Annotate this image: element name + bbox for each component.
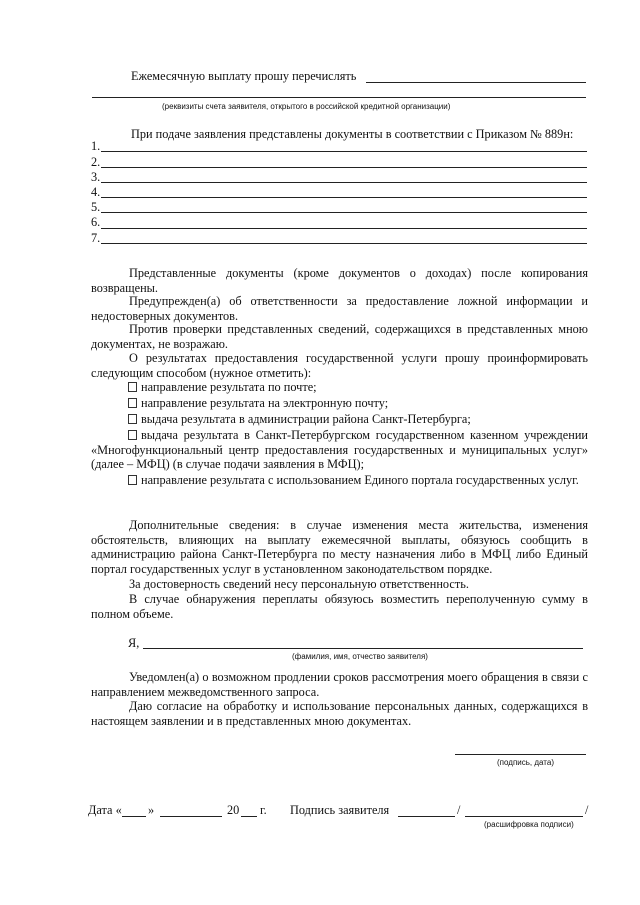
payment-label: Ежемесячную выплату прошу перечислять bbox=[131, 69, 357, 83]
statement-warned: Предупрежден(а) об ответственности за предоставление ложной информации и недостоверных документов. bbox=[91, 294, 588, 323]
checkbox[interactable] bbox=[128, 475, 137, 485]
option-email[interactable] bbox=[128, 396, 388, 411]
doc-field-1[interactable] bbox=[101, 151, 587, 152]
signature-decode-caption: (расшифровка подписи) bbox=[484, 820, 574, 829]
checkbox[interactable] bbox=[128, 414, 137, 424]
option-label: выдача результата в Санкт-Петербургском государственном казенном учреждении «Многофункциональный центр предоставления государственных и муниципальных услуг» (далее – МФЦ) (в случае подачи заявления в МФЦ); bbox=[91, 428, 588, 471]
signature-label: Подпись заявителя bbox=[290, 803, 390, 817]
date-month-field[interactable] bbox=[160, 816, 222, 817]
consent-extension: Уведомлен(а) о возможном продлении сроков рассмотрения моего обращения в связи с направлением межведомственного запроса. bbox=[91, 670, 588, 699]
signature-decode-field[interactable] bbox=[465, 816, 583, 817]
date-day-field[interactable] bbox=[122, 816, 146, 817]
applicant-name-field[interactable] bbox=[143, 648, 583, 649]
doc-field-5[interactable] bbox=[101, 212, 587, 213]
checkbox[interactable] bbox=[128, 398, 137, 408]
applicant-prefix: Я, bbox=[128, 636, 140, 650]
checkbox[interactable] bbox=[128, 382, 137, 392]
signature-date-caption: (подпись, дата) bbox=[497, 758, 554, 767]
option-gosuslugi[interactable] bbox=[91, 473, 588, 488]
date-close-quote: » bbox=[148, 803, 155, 817]
option-label: выдача результата в администрации района Санкт-Петербурга; bbox=[141, 412, 471, 426]
applicant-caption: (фамилия, имя, отчество заявителя) bbox=[292, 652, 428, 661]
doc-field-2[interactable] bbox=[101, 167, 587, 168]
option-mfc[interactable] bbox=[91, 428, 588, 472]
doc-field-3[interactable] bbox=[101, 182, 587, 183]
doc-number: 4. bbox=[91, 185, 101, 199]
doc-number: 5. bbox=[91, 200, 101, 214]
statement-returned: Представленные документы (кроме документов о доходах) после копирования возвращены. bbox=[91, 266, 588, 295]
doc-number: 3. bbox=[91, 170, 101, 184]
date-year-prefix: 20 bbox=[227, 803, 240, 817]
personal-responsibility: За достоверность сведений несу персональную ответственность. bbox=[129, 577, 469, 591]
documents-intro: При подаче заявления представлены документы в соответствии с Приказом № 889н: bbox=[131, 127, 574, 141]
payment-account-field[interactable] bbox=[366, 82, 586, 83]
option-post[interactable] bbox=[128, 380, 317, 395]
doc-field-4[interactable] bbox=[101, 197, 587, 198]
doc-field-7[interactable] bbox=[101, 243, 587, 244]
doc-number: 2. bbox=[91, 155, 101, 169]
doc-number: 6. bbox=[91, 215, 101, 229]
overpayment-refund: В случае обнаружения переплаты обязуюсь возместить переполученную сумму в полном объеме. bbox=[91, 592, 588, 621]
option-label: направление результата по почте; bbox=[141, 380, 317, 394]
date-year-field[interactable] bbox=[241, 816, 257, 817]
slash-2: / bbox=[585, 803, 589, 817]
option-label: направление результата на электронную почту; bbox=[141, 396, 389, 410]
date-year-suffix: г. bbox=[260, 803, 267, 817]
doc-field-6[interactable] bbox=[101, 228, 587, 229]
payment-caption: (реквизиты счета заявителя, открытого в российской кредитной организации) bbox=[162, 102, 451, 111]
additional-info: Дополнительные сведения: в случае изменения места жительства, изменения обстоятельств, влияющих на выплату ежемесячной выплаты, обязуюсь сообщить в администрацию района Санкт-Петербурга по месту назначения либо в МФЦ либо Единый портал государственных услуг в установленном законодательством порядке. bbox=[91, 518, 588, 576]
option-label: направление результата с использованием Единого портала государственных услуг. bbox=[141, 473, 579, 487]
doc-number: 1. bbox=[91, 139, 101, 153]
statement-no-objection: Против проверки представленных сведений, содержащихся в представленных мною документах, не возражаю. bbox=[91, 322, 588, 351]
doc-number: 7. bbox=[91, 231, 101, 245]
slash-1: / bbox=[457, 803, 461, 817]
statement-notify-method: О результатах предоставления государственной услуги прошу проинформировать следующим способом (нужное отметить): bbox=[91, 351, 588, 380]
payment-account-field-2[interactable] bbox=[92, 97, 586, 98]
signature-date-field[interactable] bbox=[455, 754, 586, 755]
date-label: Дата « bbox=[88, 803, 122, 817]
checkbox[interactable] bbox=[128, 430, 137, 440]
signature-field[interactable] bbox=[398, 816, 455, 817]
option-administration[interactable] bbox=[128, 412, 471, 427]
consent-personal-data: Даю согласие на обработку и использование персональных данных, содержащихся в настоящем заявлении и в представленных мною документах. bbox=[91, 699, 588, 728]
